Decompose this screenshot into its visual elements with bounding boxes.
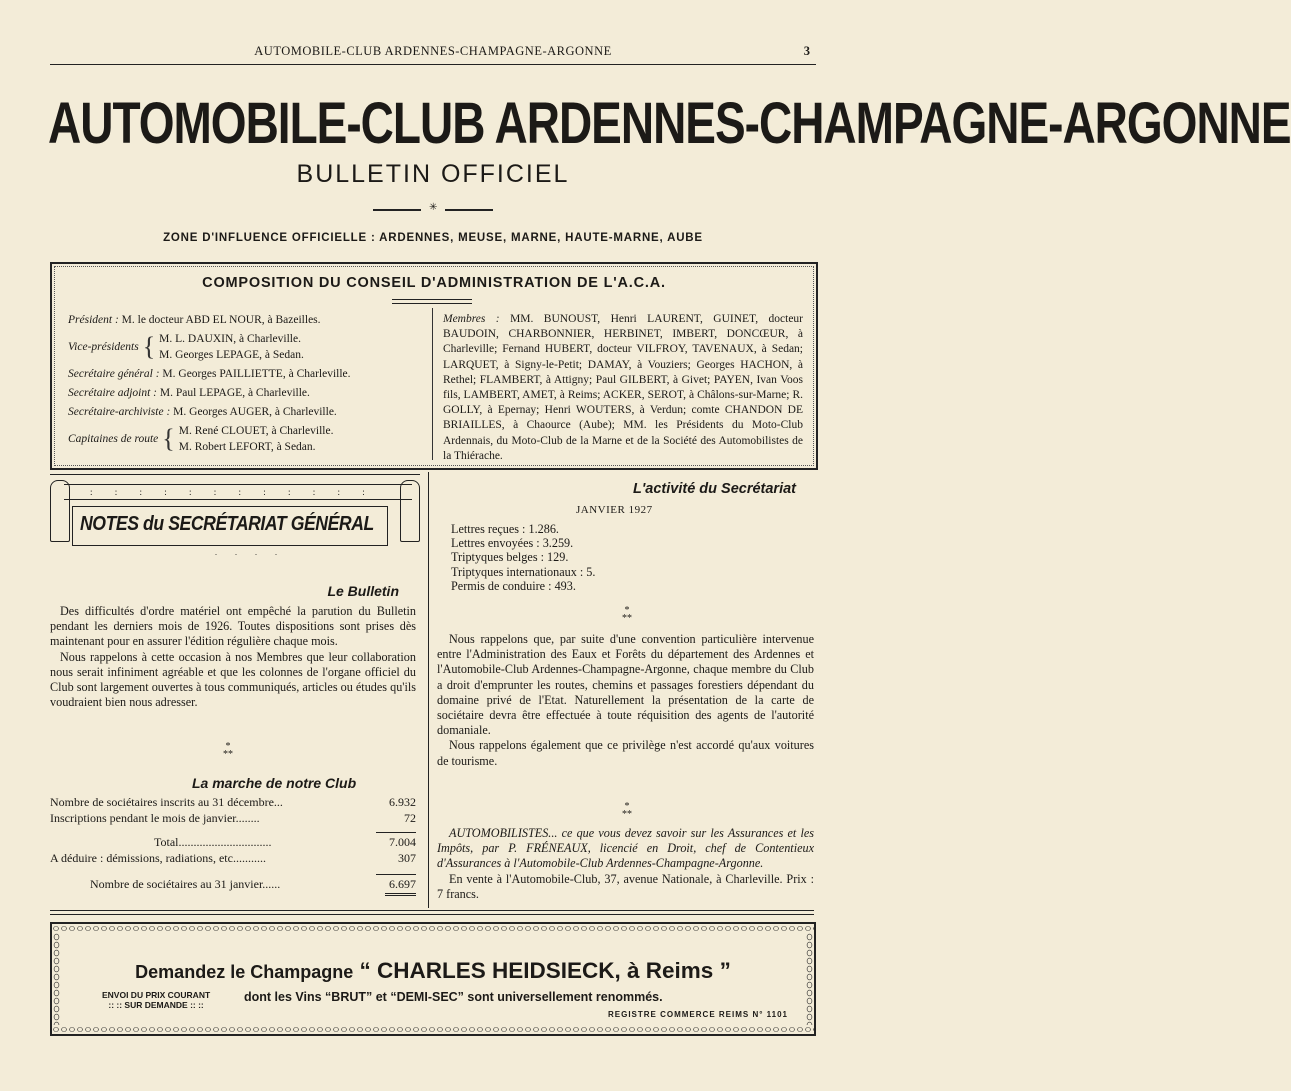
sum-rule <box>376 874 416 875</box>
publication-paragraph: AUTOMOBILISTES... ce que vous devez savoir sur les Assurances et les Impôts, par P. FRÉNEAUX, licencié en Droit, chef de Contentieux d'Assurances à l'Automobile-Club Ardennes-Champagne-Argonne. <box>437 826 814 871</box>
road-captains: Capitaines de route { M. René CLOUET, à Charleville. M. Robert LEFORT, à Sedan. <box>68 424 334 453</box>
ledger-deduct-row: A déduire : démissions, radiations, etc........... 307 <box>50 850 416 865</box>
banner-title: NOTES du SECRÉTARIAT GÉNÉRAL <box>80 512 374 535</box>
banner-frame: : : : : : : : : : : : : <box>64 484 412 500</box>
vice-presidents: Vice-présidents { M. L. DAUXIN, à Charleville. M. Georges LEPAGE, à Sedan. <box>68 332 304 361</box>
chain-border-icon <box>52 924 814 933</box>
section-rule <box>50 474 420 478</box>
secretary-adjoint-line: Secrétaire adjoint : M. Paul LEPAGE, à Charleville. <box>68 387 310 399</box>
council-title: COMPOSITION DU CONSEIL D'ADMINISTRATION DE L'A.C.A. <box>202 275 666 291</box>
convention-paragraph: Nous rappelons que, par suite d'une convention particulière intervenue entre l'Administration des Eaux et Forêts du département des Ardennes et l'Automobile-Club Ardennes-Champagne-Argonne, chaque membre du Club a droit d'emprunter les routes, chemins et passages forestiers dépendant du domaine privé de l'Etat. Naturellement la présentation de la carte de sociétaire devra être effectuée à toute réquisition des agents de l'autorité domaniale. <box>437 632 814 738</box>
stat-line: Permis de conduire : 493. <box>451 578 576 593</box>
bulletin-subtitle: BULLETIN OFFICIEL <box>296 160 570 188</box>
masthead-title: AUTOMOBILE-CLUB ARDENNES-CHAMPAGNE-ARGONNE <box>48 89 1291 156</box>
stat-line: Triptyques belges : 129. <box>451 550 569 565</box>
sum-rule <box>376 832 416 833</box>
members-list: Membres : MM. BUNOUST, Henri LAURENT, GUINET, docteur BAUDOIN, CHARBONNIER, HERBINET, IMBERT, DONCŒUR, à Charleville; Fernand HUBERT, docteur VILFROY, TAVENAUX, à Sedan; LARQUET, à Signy-le-Petit; DAMAY, à Vouziers; Georges HACHON, à Rethel; FLAMBERT, à Attigny; Paul GILBERT, à Givet; PAYEN, Ivan Voos fils, LAMBERT, AMET, à Reims; ACKER, SEROT, à Châlons-sur-Marne; R. GOLLY, à Epernay; Henri WOUTERS, à Verdun; comte CHANDON DE BRIAILLES, à Chaource (Aube); MM. les Présidents du Moto-Club Ardennais, du Moto-Club de la Marne et de la Société des Automobilistes de la Thiérache. <box>443 313 804 462</box>
column-divider <box>428 472 429 908</box>
zone-influence: ZONE D'INFLUENCE OFFICIELLE : ARDENNES, MEUSE, MARNE, HAUTE-MARNE, AUBE <box>163 232 703 244</box>
council-title-rule <box>392 299 472 304</box>
president-line: Président : M. le docteur ABD EL NOUR, à Bazeilles. <box>68 314 321 326</box>
activite-heading: L'activité du Secrétariat <box>632 481 796 497</box>
marche-heading: La marche de notre Club <box>192 775 357 791</box>
publication-paragraph: En vente à l'Automobile-Club, 37, avenue Nationale, à Charleville. Prix : 7 francs. <box>437 871 814 901</box>
ledger-row: Inscriptions pendant le mois de janvier........ 72 <box>50 810 416 825</box>
officers-list <box>68 312 423 458</box>
running-title: AUTOMOBILE-CLUB ARDENNES-CHAMPAGNE-ARGONNE <box>254 44 612 58</box>
page-number: 3 <box>803 44 810 58</box>
running-header <box>50 44 816 65</box>
secretary-archivist-line: Secrétaire-archiviste : M. Georges AUGER, à Charleville. <box>68 406 337 418</box>
convention-text <box>437 632 814 769</box>
ledger-final-row: Nombre de sociétaires au 31 janvier...... 6.697 <box>50 877 416 896</box>
asterism-icon: * ** <box>622 801 632 820</box>
membership-ledger <box>50 795 416 896</box>
brace-icon: { <box>142 332 156 361</box>
bulletin-paragraph: Nous rappelons à cette occasion à nos Membres que leur collaboration nous serait infiniment agréable et que les colonnes de l'organe officiel du Club sont largement ouvertes à tous communiqués, articles ou études qu'ils voudraient bien nous adresser. <box>50 649 416 710</box>
bulletin-paragraph: Des difficultés d'ordre matériel ont empêché la parution du Bulletin pendant les derniers mois de 1926. Toutes dispositions sont prises dès maintenant pour en assurer l'édition régulière chaque mois. <box>50 604 416 649</box>
council-box <box>50 262 818 470</box>
ornament-divider <box>373 202 493 214</box>
stat-line: Lettres reçues : 1.286. <box>451 522 559 536</box>
ad-headline: Demandez le Champagne “ CHARLES HEIDSIECK, à Reims ” <box>135 958 731 983</box>
ledger-row: Nombre de sociétaires inscrits au 31 décembre... 6.932 <box>50 795 416 809</box>
scroll-ornament-icon <box>400 480 420 542</box>
publication-text <box>437 826 814 902</box>
bulletin-text <box>50 604 416 710</box>
champagne-advertisement <box>50 922 816 1036</box>
activite-period: JANVIER 1927 <box>576 504 653 516</box>
chain-border-icon <box>52 1025 814 1034</box>
ad-price-note: ENVOI DU PRIX COURANT :: :: SUR DEMANDE :: :: <box>102 990 211 1010</box>
stat-line: Lettres envoyées : 3.259. <box>451 536 574 551</box>
banner-dots: . . . . <box>215 548 285 557</box>
ad-registry: REGISTRE COMMERCE REIMS N° 1101 <box>607 1010 788 1019</box>
ad-tagline: dont les Vins “BRUT” et “DEMI-SEC” sont universellement renommés. <box>244 990 663 1004</box>
stat-line: Triptyques internationaux : 5. <box>451 564 596 579</box>
activite-stats <box>451 522 701 593</box>
asterism-icon: * ** <box>622 605 632 624</box>
asterism-icon: * ** <box>223 741 233 760</box>
council-divider <box>432 308 433 460</box>
footer-rule <box>50 910 814 915</box>
convention-paragraph: Nous rappelons également que ce privilège n'est accordé qu'aux voitures de tourisme. <box>437 738 814 768</box>
ornament-star-icon: ✳ <box>429 202 438 213</box>
notes-banner <box>50 480 422 560</box>
brace-icon: { <box>162 424 175 453</box>
bulletin-heading: Le Bulletin <box>327 583 399 599</box>
secretary-general-line: Secrétaire général : M. Georges PAILLIETTE, à Charleville. <box>68 368 351 380</box>
ledger-total-row: Total............................... 7.004 <box>154 835 416 849</box>
